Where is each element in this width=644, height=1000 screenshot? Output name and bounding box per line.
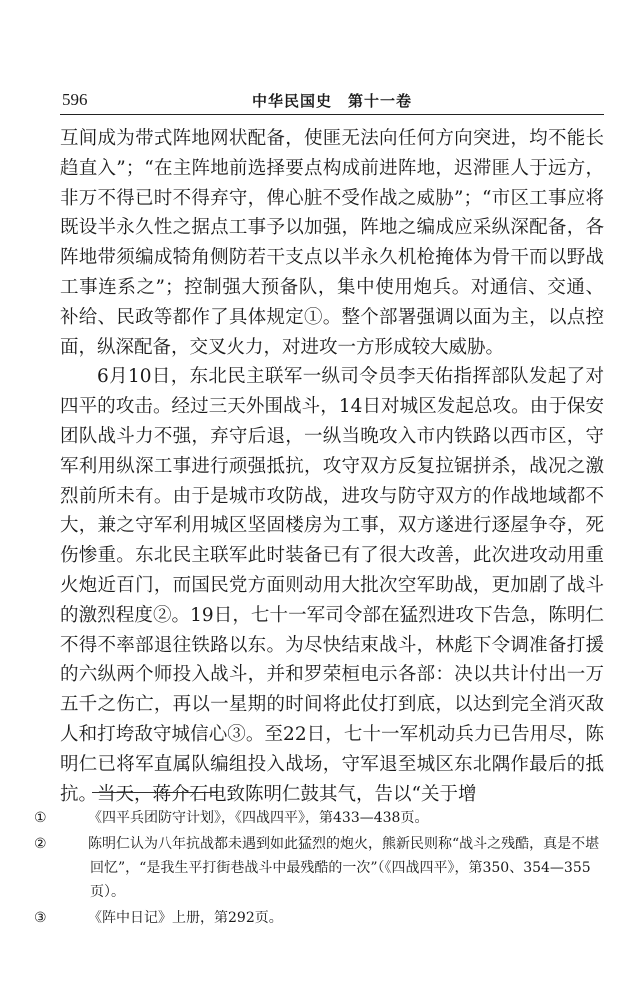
footnote-text: 《阵中日记》上册，第292页。 bbox=[88, 910, 283, 926]
footnote-rule bbox=[92, 792, 218, 793]
body-text bbox=[60, 124, 604, 809]
footnote-3 bbox=[34, 906, 604, 930]
footnote-mark: ① bbox=[34, 810, 47, 826]
footnote-1 bbox=[34, 806, 604, 830]
footnote-2 bbox=[34, 832, 604, 904]
footnote-mark: ② bbox=[34, 836, 47, 852]
running-title: 中华民国史 第十一卷 bbox=[251, 92, 412, 110]
paragraph: 6月10日，东北民主联军一纵司令员李天佑指挥部队发起了对四平的攻击。经过三天外围战斗，14日对城区发起总攻。由于保安团队战斗力不强，弃守后退，一纵当晚攻入市内铁路以西市区，守军利用纵深工事进行顽强抵抗，攻守双方反复拉锯拼杀，战况之激烈前所未有。由于是城市攻防战，进攻与防守双方的作战地域都不大，兼之守军利用城区坚固楼房为工事，双方遂进行逐屋争夺，死伤惨重。东北民主联军此时装备已有了很大改善，此次进攻动用重火炮近百门，而国民党方面则动用大批次空军助战，更加剧了战斗的激烈程度②。19日，七十一军司令部在猛烈进攻下告急，陈明仁不得不率部退往铁路以东。为尽快结束战斗，林彪下令调准备打援的六纵两个师投入战斗，并和罗荣桓电示各部：决以共计付出一万五千之伤亡，再以一星期的时间将此仗打到底，以达到完全消灭敌人和打垮敌守城信心③。至22日，七十一军机动兵力已告用尽，陈明仁已将军直属队编组投入战场，守军退至城区东北隅作最后的抵抗。当天，蒋介石电致陈明仁鼓其气，告以“关于增 bbox=[60, 366, 604, 805]
footnote-text: 《四平兵团防守计划》，《四战四平》，第433—438页。 bbox=[88, 810, 429, 826]
page-header bbox=[60, 88, 604, 115]
footnote-text: 陈明仁认为八年抗战都未遇到如此猛烈的炮火，熊新民则称“战斗之残酷，真是不堪回忆”，“是我生平打街巷战斗中最残酷的一次”（《四战四平》，第350、354—355页）。 bbox=[88, 836, 600, 900]
footnotes bbox=[34, 806, 604, 932]
footnote-mark: ③ bbox=[34, 910, 47, 926]
paragraph: 互间成为带式阵地网状配备，使匪无法向任何方向突进，均不能长趋直入”；“在主阵地前选择要点构成前进阵地，迟滞匪人于远方，非万不得已时不得弃守，俾心脏不受作战之威胁”；“市区工事应将既设半永久性之据点工事予以加强，阵地之编成应采纵深配备，各阵地带须编成犄角侧防若干支点以半永久机枪掩体为骨干而以野战工事连系之”；控制强大预备队，集中使用炮兵。对通信、交通、补给、民政等都作了具体规定①。整个部署强调以面为主，以点控面，纵深配备，交叉火力，对进攻一方形成较大威胁。 bbox=[60, 128, 604, 358]
page-number: 596 bbox=[62, 90, 88, 109]
